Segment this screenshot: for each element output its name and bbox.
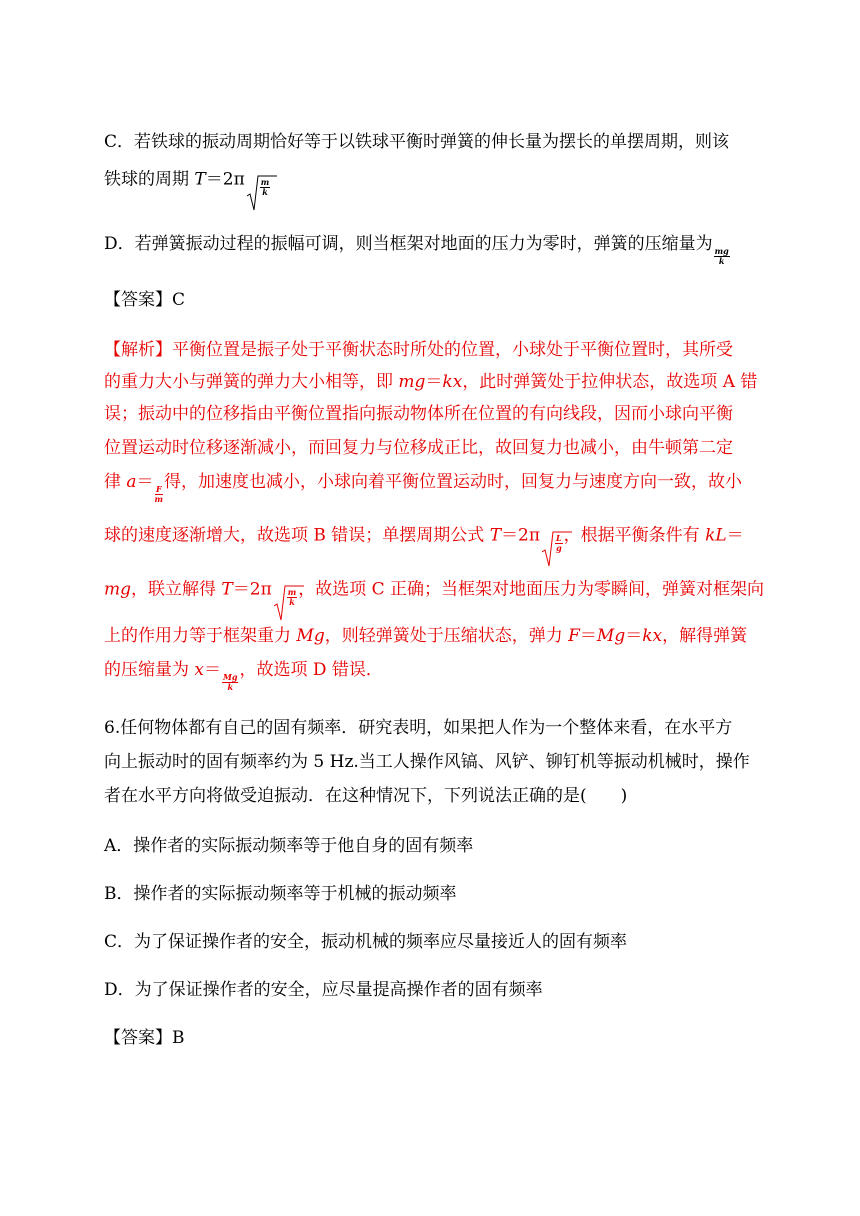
- fraction-Mg-over-k: $\frac{Mg}{k}$: [223, 672, 238, 692]
- sqrt-m-over-k: $\frac{m}{k}$: [247, 172, 271, 212]
- q6-stem-line3: 者在水平方向将做受迫振动．在这种情况下，下列说法正确的是( ): [104, 786, 628, 806]
- q5-option-c-line1: C．若铁球的振动周期恰好等于以铁球平衡时弹簧的伸长量为摆长的单摆周期，则该: [104, 132, 730, 152]
- q6-stem-line1: 6.任何物体都有自己的固有频率．研究表明，如果把人作为一个整体来看，在水平方: [104, 718, 733, 738]
- analysis-line3: 误；振动中的位移指由平衡位置指向振动物体所在位置的有向线段，因而小球向平衡: [104, 404, 733, 424]
- analysis-line6: 球的速度逐渐增大，故选项 B 错误；单摆周期公式 T＝2π $\frac{L}{g}$ ，根据平衡条件有 kL＝: [104, 516, 760, 556]
- analysis-line5: 律 a＝ $\frac{F}{m}$ 得，加速度也减小，小球向着平衡位置运动时，回复力与速度方向一致，故小: [104, 472, 743, 504]
- fraction-mg-over-k: $\frac{mg}{k}$: [714, 246, 729, 266]
- analysis-line1: 【解析】平衡位置是振子处于平衡状态时所处的位置，小球处于平衡位置时，其所受: [104, 340, 733, 360]
- q6-stem-line2: 向上振动时的固有频率约为 5 Hz.当工人操作风镐、风铲、铆钉机等振动机械时，操作: [104, 752, 750, 772]
- q5-option-d: D．若弹簧振动过程的振幅可调，则当框架对地面的压力为零时，弹簧的压缩量为 $\frac{mg}{k}$: [104, 234, 729, 266]
- q6-option-c: C．为了保证操作者的安全，振动机械的频率应尽量接近人的固有频率: [104, 932, 628, 952]
- q5-answer: 【答案】C: [104, 290, 186, 310]
- q6-option-a: A．操作者的实际振动频率等于他自身的固有频率: [104, 836, 474, 856]
- q5-option-c-line2: 铁球的周期 T＝2π $\frac{m}{k}$: [104, 160, 760, 200]
- analysis-line2: 的重力大小与弹簧的弹力大小相等，即 mg＝kx，此时弹簧处于拉伸状态，故选项 A 错: [104, 372, 758, 392]
- q6-option-b: B．操作者的实际振动频率等于机械的振动频率: [104, 884, 457, 904]
- q6-answer: 【答案】B: [104, 1028, 185, 1048]
- sqrt-m-over-k-analysis: $\frac{m}{k}$: [274, 582, 298, 622]
- analysis-line7: mg，联立解得 T＝2π $\frac{m}{k}$ ，故选项 C 正确；当框架对地面压力为零瞬间，弹簧对框架向: [104, 570, 760, 610]
- analysis-line9: 的压缩量为 x＝ $\frac{Mg}{k}$ ，故选项 D 错误．: [104, 660, 383, 692]
- fraction-f-over-m: $\frac{F}{m}$: [154, 484, 164, 504]
- q6-option-d: D．为了保证操作者的安全，应尽量提高操作者的固有频率: [104, 980, 543, 1000]
- analysis-line8: 上的作用力等于框架重力 Mg，则轻弹簧处于压缩状态，弹力 F＝Mg＝kx，解得弹簧: [104, 626, 748, 646]
- analysis-line4: 位置运动时位移逐渐减小，而回复力与位移成正比，故回复力也减小，由牛顿第二定: [104, 438, 733, 458]
- sqrt-l-over-g: $\frac{L}{g}$: [542, 528, 564, 568]
